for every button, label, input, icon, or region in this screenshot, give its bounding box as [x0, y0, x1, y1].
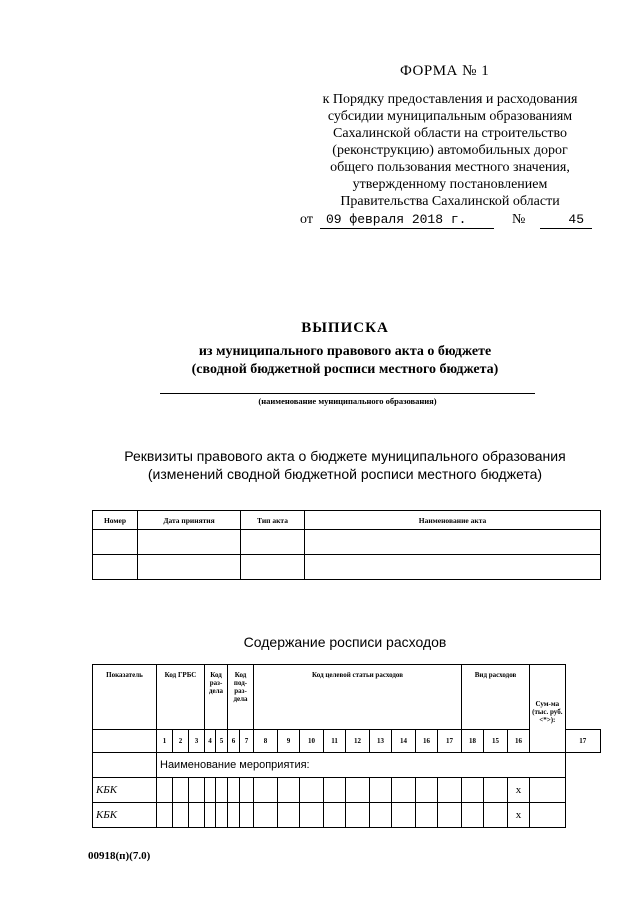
- municipality-name-caption: (наименование муниципального образования): [160, 393, 535, 406]
- code-digit-cell: [228, 778, 240, 803]
- table-cell: [93, 555, 138, 580]
- sum-cell: [530, 803, 565, 828]
- form-code: 00918(п)(7.0): [88, 850, 151, 862]
- table-row: [93, 530, 601, 555]
- code-digit-cell: [254, 803, 278, 828]
- table-header-row: [93, 665, 601, 730]
- kbk-label: КБК: [93, 803, 157, 828]
- code-digit-cell: [300, 778, 324, 803]
- code-digit-cell: [392, 778, 416, 803]
- column-number: 12: [346, 730, 370, 753]
- sum-cell: [530, 778, 565, 803]
- column-number: 2: [173, 730, 189, 753]
- code-digit-cell: [484, 803, 508, 828]
- column-number: 16: [416, 730, 438, 753]
- code-digit-cell: [157, 778, 173, 803]
- header-grbs: Код ГРБС: [157, 665, 205, 730]
- code-digit-cell: [157, 803, 173, 828]
- column-number: 17: [565, 730, 600, 753]
- column-number: 4: [205, 730, 216, 753]
- code-digit-cell: [189, 778, 205, 803]
- code-digit-cell: [346, 778, 370, 803]
- measure-name-label: Наименование мероприятия:: [157, 753, 566, 778]
- table-header-row: [93, 511, 601, 530]
- order-line: утвержденному постановлением: [352, 177, 548, 192]
- table-cell: [241, 555, 305, 580]
- table-cell: [241, 530, 305, 555]
- code-digit-cell: [205, 778, 216, 803]
- expenditure-table: [92, 664, 601, 828]
- act-date-field: 09 февраля 2018 г.: [320, 212, 494, 229]
- code-digit-cell: [438, 803, 462, 828]
- document-title: [150, 320, 540, 379]
- header-target-article: Код целевой статьи расходов: [254, 665, 462, 730]
- header-indicator: Показатель: [93, 665, 157, 730]
- code-digit-cell: [278, 803, 300, 828]
- table-cell: [305, 555, 601, 580]
- header-section: Код раз-дела: [205, 665, 228, 730]
- form-number: ФОРМА № 1: [400, 63, 490, 79]
- header-number: Номер: [93, 511, 138, 530]
- code-digit-cell: [462, 803, 484, 828]
- column-number: 16: [508, 730, 530, 753]
- header-act-name: Наименование акта: [305, 511, 601, 530]
- number-prefix-label: №: [512, 212, 526, 227]
- order-reference: [300, 91, 600, 210]
- expense-mark-cell: x: [508, 803, 530, 828]
- header-expense-type: Вид расходов: [462, 665, 530, 730]
- code-digit-cell: [324, 778, 346, 803]
- title-line-2: из муниципального правового акта о бюджете: [198, 344, 492, 359]
- table-cell: [305, 530, 601, 555]
- title-main: ВЫПИСКА: [301, 320, 389, 336]
- column-number-row: [93, 730, 601, 753]
- requisites-line-1: Реквизиты правового акта о бюджете муниципального образования: [124, 448, 566, 464]
- table-cell: [93, 753, 157, 778]
- code-digit-cell: [370, 803, 392, 828]
- column-number: 9: [278, 730, 300, 753]
- header-subsection: Код под-раз-дела: [228, 665, 254, 730]
- requisites-heading: [120, 447, 570, 483]
- code-digit-cell: [416, 803, 438, 828]
- header-date: Дата принятия: [138, 511, 241, 530]
- order-line: Правительства Сахалинской области: [340, 194, 560, 209]
- code-digit-cell: [370, 778, 392, 803]
- order-line: к Порядку предоставления и расходования: [322, 92, 578, 107]
- code-digit-cell: [216, 803, 228, 828]
- code-digit-cell: [438, 778, 462, 803]
- code-digit-cell: [484, 778, 508, 803]
- order-line: субсидии муниципальным образованиям: [327, 109, 573, 124]
- table-row: [93, 555, 601, 580]
- title-line-3: (сводной бюджетной росписи местного бюджета): [191, 362, 499, 377]
- code-digit-cell: [324, 803, 346, 828]
- expense-mark-cell: x: [508, 778, 530, 803]
- requisites-line-2: (изменений сводной бюджетной росписи местного бюджета): [147, 466, 543, 482]
- table-cell: [138, 555, 241, 580]
- code-digit-cell: [240, 778, 254, 803]
- table-cell: [93, 730, 157, 753]
- column-number: 15: [484, 730, 508, 753]
- act-number-field: 45: [540, 212, 592, 229]
- code-digit-cell: [189, 803, 205, 828]
- date-prefix-label: от: [300, 212, 313, 227]
- code-digit-cell: [300, 803, 324, 828]
- table-cell: [138, 530, 241, 555]
- code-digit-cell: [254, 778, 278, 803]
- column-number: 8: [254, 730, 278, 753]
- code-digit-cell: [173, 803, 189, 828]
- code-digit-cell: [346, 803, 370, 828]
- measure-name-row: [93, 753, 601, 778]
- expenditure-section-title: Содержание росписи расходов: [243, 634, 447, 650]
- code-digit-cell: [240, 803, 254, 828]
- table-cell: [93, 530, 138, 555]
- order-line: Сахалинской области на строительство: [332, 126, 568, 141]
- code-digit-cell: [392, 803, 416, 828]
- kbk-label: КБК: [93, 778, 157, 803]
- code-digit-cell: [416, 778, 438, 803]
- code-digit-cell: [216, 778, 228, 803]
- act-date-number-row: [300, 212, 600, 232]
- order-line: общего пользования местного значения,: [330, 160, 570, 175]
- column-number: 14: [392, 730, 416, 753]
- table-row: [93, 778, 601, 803]
- column-number: 17: [438, 730, 462, 753]
- code-digit-cell: [462, 778, 484, 803]
- column-number: 10: [300, 730, 324, 753]
- code-digit-cell: [278, 778, 300, 803]
- act-requisites-table: [92, 510, 601, 580]
- code-digit-cell: [173, 778, 189, 803]
- code-digit-cell: [205, 803, 216, 828]
- column-number: 7: [240, 730, 254, 753]
- order-line: (реконструкцию) автомобильных дорог: [332, 143, 568, 158]
- column-number: 5: [216, 730, 228, 753]
- column-number: 1: [157, 730, 173, 753]
- column-number: 3: [189, 730, 205, 753]
- table-row: [93, 803, 601, 828]
- column-number: 6: [228, 730, 240, 753]
- code-digit-cell: [228, 803, 240, 828]
- header-sum: Сум-ма (тыс. руб. <*>):: [530, 665, 565, 753]
- header-act-type: Тип акта: [241, 511, 305, 530]
- column-number: 11: [324, 730, 346, 753]
- column-number: 18: [462, 730, 484, 753]
- column-number: 13: [370, 730, 392, 753]
